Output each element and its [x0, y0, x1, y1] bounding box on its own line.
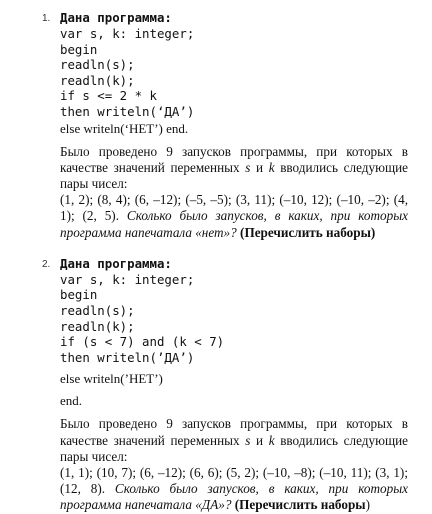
task-number: 1. [42, 13, 51, 24]
description-text: Было проведено 9 запусков программы, при которых в качестве значений переменных [60, 143, 408, 175]
program-code [60, 26, 408, 137]
task-1 [42, 10, 409, 241]
task-header [42, 10, 408, 26]
code-line: begin [60, 41, 98, 57]
closing-paren: ) [365, 497, 370, 513]
conjunction: и [250, 159, 269, 175]
code-line: var s, k: integer; [60, 26, 195, 41]
variable-k: k [268, 432, 275, 448]
code-line: else writeln(‘НЕТ’) end. [60, 120, 189, 136]
description-text: вводились следующие пары чисел: [60, 159, 409, 191]
code-line: readln(k); [60, 72, 135, 88]
code-line: readln(s); [60, 57, 135, 73]
program-code [60, 272, 408, 410]
input-pairs: (1, 2); (8, 4); (6, –12); (–5, –5); (3, 11); (–10, 12); (–10, –2); (4, 1); (2, 5). [60, 192, 408, 224]
code-line: begin [60, 287, 98, 303]
action-text: (Перечислить наборы [231, 497, 366, 513]
code-line: end. [60, 393, 83, 409]
code-line: if (s < 7) and (k < 7) [60, 334, 225, 350]
task-description [60, 416, 408, 513]
code-line: then writeln(‘ДА’) [60, 103, 195, 119]
task-2 [42, 255, 409, 514]
task-header [42, 255, 408, 272]
task-title: Дана программа: [60, 10, 172, 25]
task-number: 2. [42, 258, 51, 270]
variable-s: s [245, 159, 251, 175]
variable-k: k [268, 159, 275, 175]
code-line: readln(k); [60, 318, 135, 334]
conjunction: и [250, 432, 269, 448]
question-text: Сколько было запусков, в каких, при которых программа напечатала «ДА»? [60, 481, 408, 513]
code-line: then writeln(’ДА’) [60, 349, 195, 365]
action-text: (Перечислить наборы) [236, 224, 376, 240]
code-line: var s, k: integer; [60, 271, 195, 287]
description-text: Было проведено 9 запусков программы, при которых в качестве значений переменных [60, 416, 408, 448]
code-line: if s <= 2 * k [60, 88, 157, 104]
question-text: Сколько было запусков, в каких, при которых программа напечатала «нет»? [60, 208, 408, 240]
code-line: else writeln(’НЕТ’) [60, 371, 163, 387]
variable-s: s [245, 432, 251, 448]
task-title: Дана программа: [60, 255, 172, 271]
task-description [60, 144, 408, 241]
input-pairs: (1, 1); (10, 7); (6, –12); (6, 6); (5, 2); (–10, –8); (–10, 11); (3, 1); (12, 8). [60, 464, 408, 497]
description-text: вводились следующие пары чисел: [60, 432, 409, 464]
code-line: readln(s); [60, 302, 135, 318]
